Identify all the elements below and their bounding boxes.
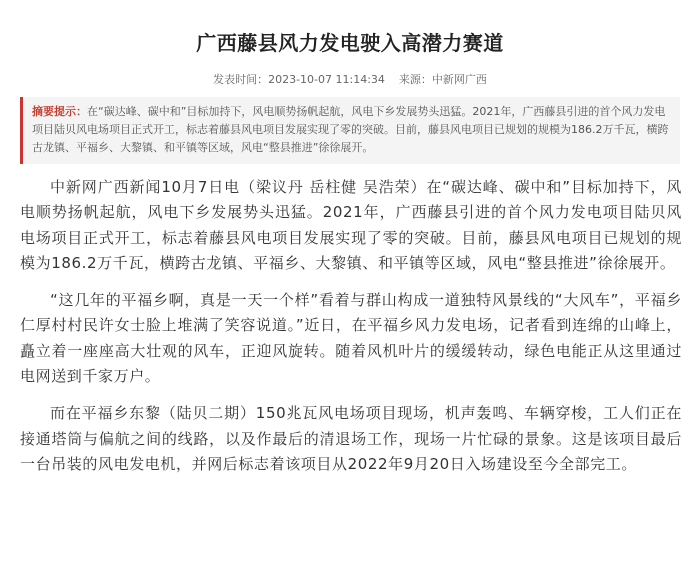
summary-label: 摘要提示： — [32, 105, 87, 118]
summary-box — [20, 97, 680, 164]
source-link[interactable]: 中新网广西 — [431, 73, 487, 86]
paragraph-2: “这几年的平福乡啊，真是一天一个样”看着与群山构成一道独特风景线的“大风车”，平福乡仁厚村村民许女士脸上堆满了笑容说道。”近日，在平福乡风力发电场，记者看到连绵的山峰上，矗立着一座座高大壮观的风车，正迎风旋转。随着风机叶片的缓缓转动，绿色电能正从这里通过电网送到千家万户。 — [20, 291, 682, 386]
article-title: 广西藤县风力发电驶入高潜力赛道 — [196, 31, 504, 55]
article-meta — [0, 72, 700, 88]
paragraph-3: 而在平福乡东黎（陆贝二期）150兆瓦风电场项目现场，机声轰鸣、车辆穿梭，工人们正在接通塔筒与偏航之间的线路，以及作最后的清退场工作，现场一片忙碌的景象。这是该项目最后一台吊装的风电发电机，并网后标志着该项目从2022年9月20日入场建设至今全部完工。 — [20, 404, 682, 473]
publish-time: 2023-10-07 11:14:34 — [268, 73, 385, 86]
article-body — [20, 175, 682, 489]
summary-text: 在“碳达峰、碳中和”目标加持下，风电顺势扬帆起航，风电下乡发展势头迅猛。2021年，广西藤县引进的首个风力发电项目陆贝风电场项目正式开工，标志着藤县风电项目发展实现了零的突破。目前，藤县风电项目已规划的规模为186.2万千瓦，横跨古龙镇、平福乡、大黎镇、和平镇等区域，风电“整县推进”徐徐展开。 — [32, 105, 669, 154]
source-label: 来源： — [398, 73, 432, 86]
publish-time-label: 发表时间： — [213, 73, 269, 86]
paragraph-1: 中新网广西新闻10月7日电（梁议丹 岳柱健 吴浩荣）在“碳达峰、碳中和”目标加持下，风电顺势扬帆起航，风电下乡发展势头迅猛。2021年，广西藤县引进的首个风力发电项目陆贝风电场项目正式开工，标志着藤县风电项目发展实现了零的突破。目前，藤县风电项目已规划的规模为186.2万千瓦，横跨古龙镇、平福乡、大黎镇、和平镇等区域，风电“整县推进”徐徐展开。 — [20, 178, 682, 272]
